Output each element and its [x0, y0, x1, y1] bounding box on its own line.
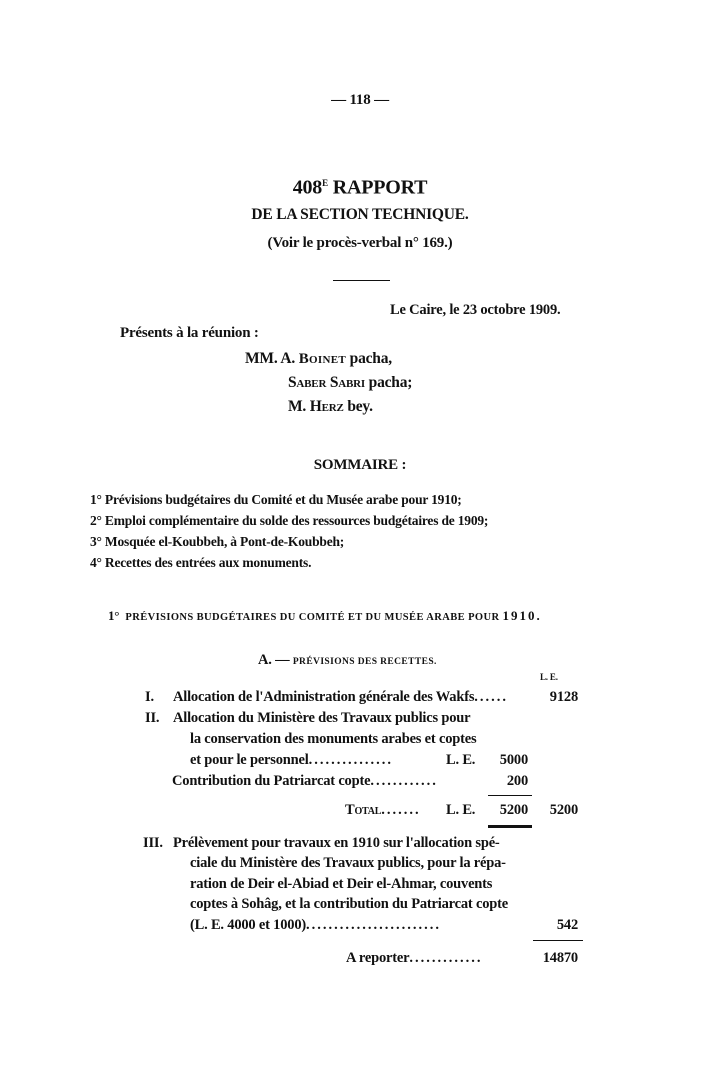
entry-amount: 9128	[549, 689, 578, 705]
entry-text: ration de Deir el-Abiad et Deir el-Ahmar, couvents	[190, 876, 493, 892]
summary-heading: SOMMAIRE :	[313, 457, 407, 473]
total-rule	[488, 825, 532, 828]
report-number-suffix: E	[322, 178, 328, 188]
total-amount: 5200	[549, 802, 578, 818]
entry-text: coptes à Sohâg, et la contribution du Patriarcat copte	[190, 896, 508, 912]
entry-amount: 542	[556, 917, 578, 933]
attendance-label: Présents à la réunion :	[120, 325, 259, 341]
section-heading: 1° PRÉVISIONS BUDGÉTAIRES DU COMITÉ ET DU MUSÉE ARABE POUR 1910.	[108, 608, 542, 623]
report-subtitle: DE LA SECTION TECHNIQUE.	[251, 206, 469, 223]
entry-currency: L. E.	[446, 752, 476, 768]
summary-item: 3° Mosquée el-Koubbeh, à Pont-de-Koubbeh;	[90, 534, 345, 549]
entry-text: et pour le personnel...............	[190, 752, 393, 768]
report-title	[0, 172, 720, 199]
entry-text: la conservation des monuments arabes et coptes	[190, 731, 477, 747]
summary-item: 2° Emploi complémentaire du solde des ressources budgétaires de 1909;	[90, 513, 489, 528]
entry-text: Contribution du Patriarcat copte............	[172, 773, 438, 789]
entry-text: ciale du Ministère des Travaux publics, pour la répa-	[190, 855, 506, 871]
entry-numeral: II.	[145, 710, 160, 726]
currency-header: L. E.	[540, 672, 558, 682]
report-reference: (Voir le procès-verbal n° 169.)	[267, 235, 453, 251]
total-label: Total.......	[345, 802, 421, 818]
date-line: Le Caire, le 23 octobre 1909.	[390, 302, 561, 318]
summary-item: 4° Recettes des entrées aux monuments.	[90, 555, 312, 570]
attendance-member: M. Herz bey.	[288, 398, 373, 415]
entry-numeral: I.	[145, 689, 154, 705]
attendance-member: MM. A. Boinet pacha,	[245, 350, 392, 367]
entry-amount: 200	[506, 773, 528, 789]
entry-text: Allocation du Ministère des Travaux publics pour	[173, 710, 471, 726]
report-number: 408	[292, 176, 323, 199]
report-title-word: RAPPORT	[332, 176, 428, 199]
carry-rule	[533, 940, 583, 941]
attendance-member: Saber Sabri pacha;	[288, 374, 413, 391]
carry-forward-label: A reporter.............	[346, 950, 483, 966]
entry-amount: 5000	[499, 752, 528, 768]
carry-forward-amount: 14870	[542, 950, 578, 966]
entry-numeral: III.	[143, 835, 163, 851]
entry-text: (L. E. 4000 et 1000)........................	[190, 917, 442, 933]
sum-rule	[488, 795, 532, 796]
entry-text: Prélèvement pour travaux en 1910 sur l'allocation spé-	[173, 835, 500, 851]
total-currency: L. E.	[446, 802, 476, 818]
page-number: — 118 —	[331, 92, 389, 108]
title-divider	[333, 280, 390, 281]
subsection-heading: A. — PRÉVISIONS DES RECETTES.	[258, 652, 437, 668]
entry-text: Allocation de l'Administration générale des Wakfs......	[173, 689, 509, 705]
total-subtotal: 5200	[499, 802, 528, 818]
summary-item: 1° Prévisions budgétaires du Comité et du Musée arabe pour 1910;	[90, 492, 462, 507]
